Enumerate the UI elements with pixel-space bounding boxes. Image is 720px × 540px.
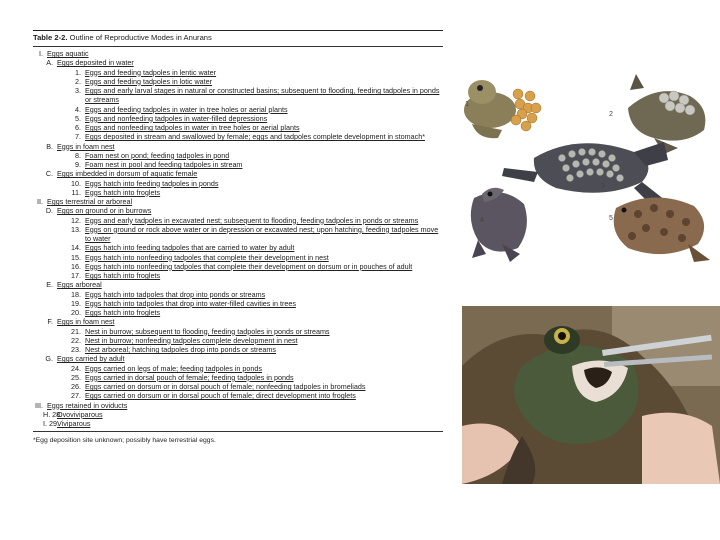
row-text: Eggs and feeding tadpoles in water in tree holes or aerial plants: [85, 104, 288, 114]
row-label: II.: [37, 197, 43, 206]
row-text: Eggs carried on legs of male; feeding tadpoles in ponds: [85, 363, 263, 373]
row-label: 1.: [75, 67, 81, 77]
row-text: Eggs on ground or in burrows: [57, 206, 152, 216]
table-row: [33, 160, 443, 169]
row-text: Eggs hatch into feeding tadpoles that are carried to water by adult: [85, 243, 295, 253]
table-row: [33, 197, 443, 206]
row-text: Eggs carried by adult: [57, 354, 125, 364]
frog-number-1: 1: [465, 101, 469, 108]
table-row: [33, 216, 443, 225]
row-text: Eggs hatch into tadpoles that drop into ponds or streams: [85, 289, 266, 299]
row-label: 17.: [71, 271, 81, 280]
row-text: Eggs hatch into froglets: [85, 308, 161, 317]
row-text: Eggs in foam nest: [57, 141, 115, 151]
table-row: [33, 271, 443, 280]
row-label: D.: [45, 206, 53, 216]
reproductive-modes-table: [33, 30, 443, 535]
row-label: E.: [46, 280, 53, 290]
row-label: A.: [46, 58, 53, 68]
row-label: I.: [39, 49, 43, 58]
row-label: 12.: [71, 215, 81, 225]
table-row: [33, 132, 443, 141]
table-title-text: Outline of Reproductive Modes in Anurans: [67, 33, 212, 42]
table-row: [33, 373, 443, 382]
row-label: 6.: [75, 123, 81, 132]
row-label: 9.: [75, 160, 81, 169]
table-row: [33, 308, 443, 317]
table-row: [33, 299, 443, 308]
row-text: Eggs carried on dorsum or in dorsal pouch of female; nonfeeding tadpoles in bromeliads: [85, 382, 366, 391]
frog-4-illustration: [471, 188, 527, 262]
row-label: 27.: [71, 391, 81, 401]
table-row: [33, 410, 443, 419]
table-row: [33, 49, 443, 58]
row-label: 22.: [71, 335, 81, 345]
table-row: [33, 280, 443, 289]
frog-illustrations: [458, 68, 720, 268]
row-text: Eggs hatch into nonfeeding tadpoles that complete their development on dorsum or in pouches of adult: [85, 261, 413, 271]
row-text: Eggs retained in oviducts: [47, 400, 128, 410]
row-label: 7.: [75, 132, 81, 142]
row-label: 3.: [75, 86, 81, 95]
row-text: Eggs and feeding tadpoles in lentic water: [85, 67, 217, 77]
frog-2-illustration: [628, 74, 705, 154]
row-label: 11.: [71, 187, 81, 197]
row-label: 18.: [71, 289, 81, 299]
row-label: III.: [35, 400, 43, 410]
row-label: 2.: [75, 76, 81, 86]
row-text: Eggs hatch into froglets: [85, 187, 161, 197]
row-text: Viviparous: [57, 419, 91, 428]
row-text: Eggs and nonfeeding tadpoles in water-filled depressions: [85, 113, 268, 123]
table-row: [33, 142, 443, 151]
table-title-number: Table 2-2.: [33, 33, 68, 42]
row-text: Eggs on ground or rock above water or in depression or excavated nest; upon hatching, feeding tadpoles move to water: [85, 224, 439, 243]
table-row: [33, 86, 443, 105]
row-label: H. 28.: [43, 409, 63, 419]
row-label: 26.: [71, 382, 81, 391]
row-label: 5.: [75, 113, 81, 123]
table-row: [33, 188, 443, 197]
frog-5-illustration: [614, 197, 710, 262]
table-row: [33, 179, 443, 188]
row-text: Eggs terrestrial or arboreal: [47, 197, 133, 206]
frog-number-3: 3: [601, 183, 605, 190]
row-text: Ovoviviparous: [57, 409, 103, 419]
frog-number-5: 5: [609, 215, 613, 222]
table-row: [33, 206, 443, 215]
table-title: [33, 31, 443, 46]
row-text: Eggs and early tadpoles in excavated nest; subsequent to flooding, feeding tadpoles in ponds or streams: [85, 215, 419, 225]
frog-illustration-panel: [458, 68, 720, 268]
row-text: Eggs hatch into froglets: [85, 271, 161, 280]
row-text: Eggs and early larval stages in natural or constructed basins; subsequent to flooding, feeding tadpoles in ponds or streams: [85, 86, 440, 105]
table-row: [33, 77, 443, 86]
row-text: Foam nest on pond; feeding tadpoles in pond: [85, 150, 230, 160]
table-row: [33, 225, 443, 244]
table-row: [33, 336, 443, 345]
table-row: [33, 419, 443, 428]
table-row: [33, 114, 443, 123]
table-row: [33, 58, 443, 67]
row-label: 15.: [71, 252, 81, 262]
row-label: 25.: [71, 372, 81, 382]
frog-photo-image: [462, 306, 720, 484]
frog-3-illustration: [502, 142, 670, 208]
row-text: Nest arboreal; hatching tadpoles drop into ponds or streams: [85, 345, 276, 354]
row-label: G.: [45, 354, 53, 364]
table-row: [33, 68, 443, 77]
row-label: 24.: [71, 363, 81, 373]
row-text: Eggs arboreal: [57, 280, 102, 290]
row-text: Eggs hatch into tadpoles that drop into water-filled cavities in trees: [85, 298, 296, 308]
frog-number-4: 4: [480, 217, 484, 224]
row-text: Eggs imbedded in dorsum of aquatic female: [57, 169, 198, 179]
row-label: 14.: [71, 243, 81, 253]
row-text: Eggs and feeding tadpoles in lotic water: [85, 76, 213, 86]
row-text: Eggs hatch into feeding tadpoles in ponds: [85, 178, 219, 188]
row-text: Nest in burrow; subsequent to flooding, feeding tadpoles in ponds or streams: [85, 326, 330, 336]
table-row: [33, 317, 443, 326]
table-row: [33, 123, 443, 132]
row-text: Eggs hatch into nonfeeding tadpoles that complete their development in nest: [85, 252, 329, 262]
table-row: [33, 327, 443, 336]
frog-number-2: 2: [609, 111, 613, 118]
table-row: [33, 391, 443, 400]
row-text: Eggs and nonfeeding tadpoles in water in tree holes or aerial plants: [85, 123, 300, 132]
table-row: [33, 105, 443, 114]
row-text: Foam nest in pool and feeding tadpoles in stream: [85, 160, 243, 169]
row-label: C.: [45, 169, 53, 179]
row-label: 10.: [71, 178, 81, 188]
row-label: 16.: [71, 261, 81, 271]
row-text: Eggs carried in dorsal pouch of female; feeding tadpoles in ponds: [85, 372, 294, 382]
table-row: [33, 290, 443, 299]
row-label: B.: [46, 141, 53, 151]
row-label: 8.: [75, 150, 81, 160]
table-row: [33, 364, 443, 373]
table-row: [33, 382, 443, 391]
row-label: 4.: [75, 104, 81, 114]
row-label: 13.: [71, 224, 81, 234]
row-label: 21.: [71, 326, 81, 336]
table-row: [33, 243, 443, 252]
row-label: 20.: [71, 308, 81, 317]
frog-mouth-photo: [462, 306, 720, 484]
row-label: 23.: [71, 345, 81, 354]
table-row: [33, 401, 443, 410]
row-text: Eggs deposited in water: [57, 58, 134, 68]
row-text: Nest in burrow; nonfeeding tadpoles complete development in nest: [85, 335, 298, 345]
table-row: [33, 169, 443, 178]
frog-1-illustration: [464, 80, 541, 138]
table-body: [33, 47, 443, 428]
row-label: F.: [47, 317, 53, 327]
table-footnote: *Egg deposition site unknown; possibly have terrestrial eggs.: [33, 437, 216, 445]
table-row: [33, 354, 443, 363]
row-text: Eggs carried on dorsum or in dorsal pouch of female; direct development into froglets: [85, 391, 356, 401]
row-text: Eggs in foam nest: [57, 317, 115, 327]
table-row: [33, 345, 443, 354]
row-label: I. 29.: [43, 419, 59, 428]
table-row: [33, 262, 443, 271]
row-text: Eggs deposited in stream and swallowed by female; eggs and tadpoles complete development in stomach*: [85, 132, 426, 142]
row-text: Eggs aquatic: [47, 49, 89, 58]
table-row: [33, 253, 443, 262]
row-label: 19.: [71, 298, 81, 308]
table-row: [33, 151, 443, 160]
